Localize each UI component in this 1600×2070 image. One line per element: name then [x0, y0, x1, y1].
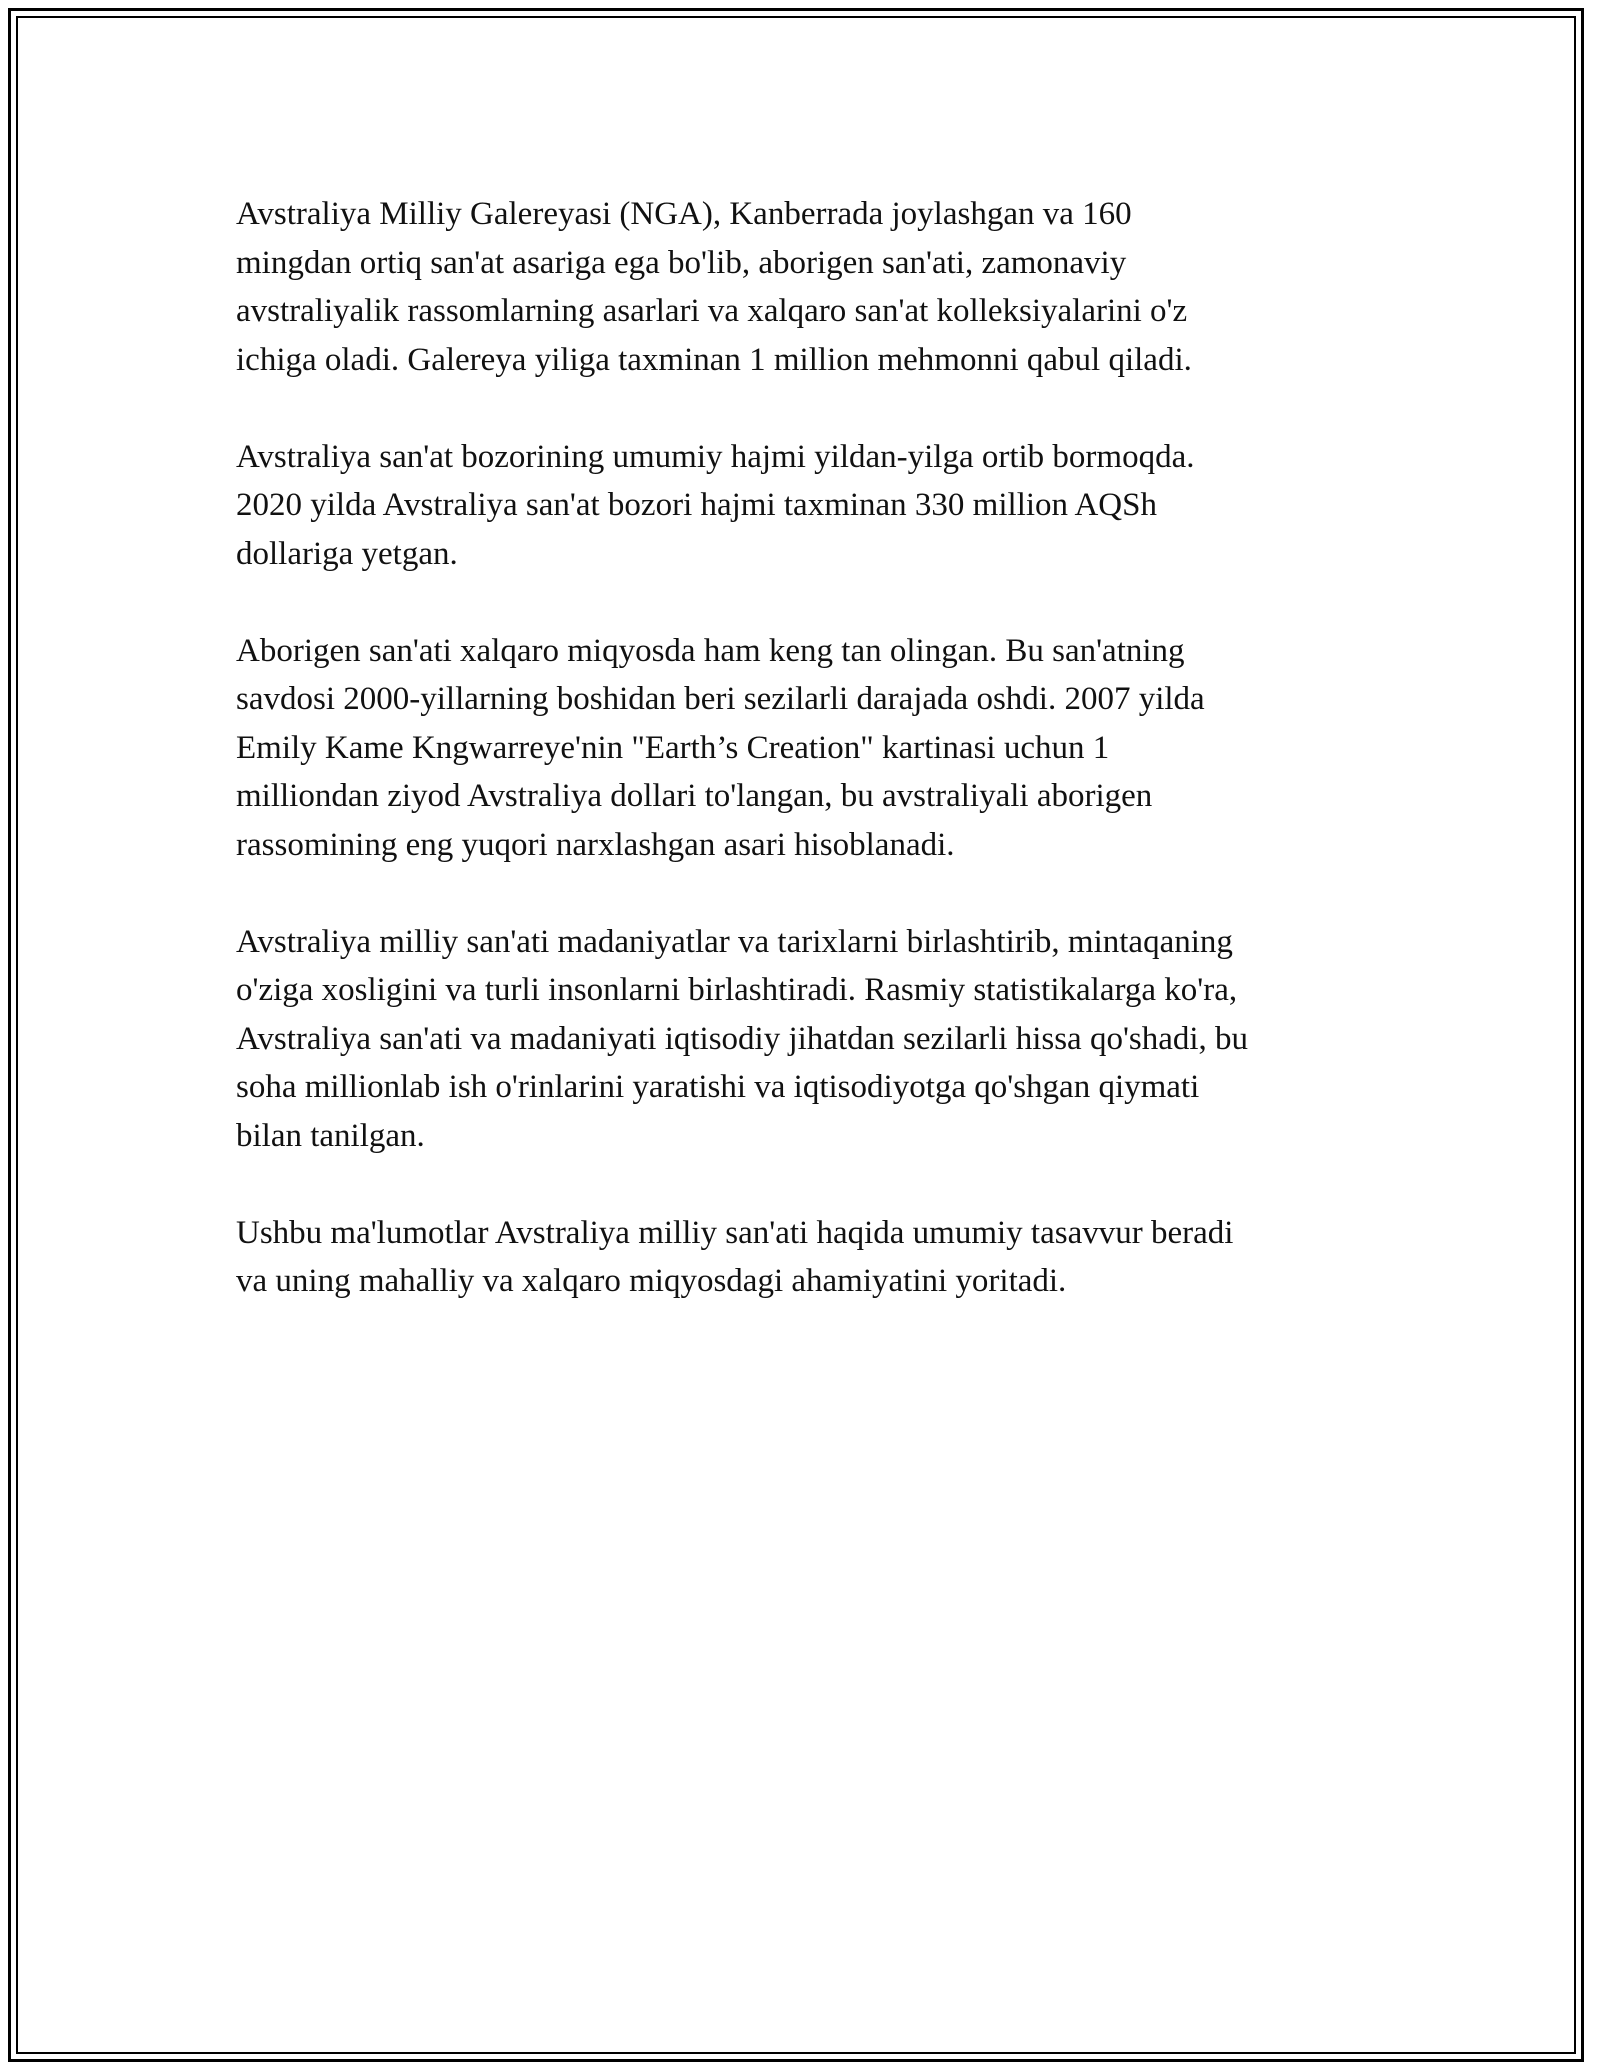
paragraph-cultural-economy: Avstraliya milliy san'ati madaniyatlar va tarixlarni birlashtirib, mintaqaning o'ziga xosligini va turli insonlarni birlashtiradi. Rasmiy statistikalarga ko'ra, Avstraliya san'ati va madaniyati iqtisodiy jihatdan sezilarli hissa qo'shadi, bu soha millionlab ish o'rinlarini yaratishi va iqtisodiyotga qo'shgan qiymati bilan tanilgan.: [236, 923, 1249, 1154]
document-body: [236, 190, 1386, 1354]
paragraph-summary: Ushbu ma'lumotlar Avstraliya milliy san'ati haqida umumiy tasavvur beradi va uning mahalliy va xalqaro miqyosdagi ahamiyatini yoritadi.: [236, 1214, 1234, 1299]
paragraph-art-market: Avstraliya san'at bozorining umumiy hajmi yildan-yilga ortib bormoqda. 2020 yilda Avstraliya san'at bozori hajmi taxminan 330 million AQSh dollariga yetgan.: [236, 438, 1195, 572]
paragraph-aboriginal-art: Aborigen san'ati xalqaro miqyosda ham keng tan olingan. Bu san'atning savdosi 2000-yillarning boshidan beri sezilarli darajada oshdi. 2007 yilda Emily Kame Kngwarreye'nin "Earth’s Creation" kartinasi uchun 1 milliondan ziyod Avstraliya dollari to'langan, bu avstraliyali aborigen rassomining eng yuqori narxlashgan asari hisoblanadi.: [236, 632, 1205, 863]
paragraph-national-gallery: Avstraliya Milliy Galereyasi (NGA), Kanberrada joylashgan va 160 mingdan ortiq san'at asariga ega bo'lib, aborigen san'ati, zamonaviy avstraliyalik rassomlarning asarlari va xalqaro san'at kolleksiyalarini o'z ichiga oladi. Galereya yiliga taxminan 1 million mehmonni qabul qiladi.: [236, 196, 1192, 378]
